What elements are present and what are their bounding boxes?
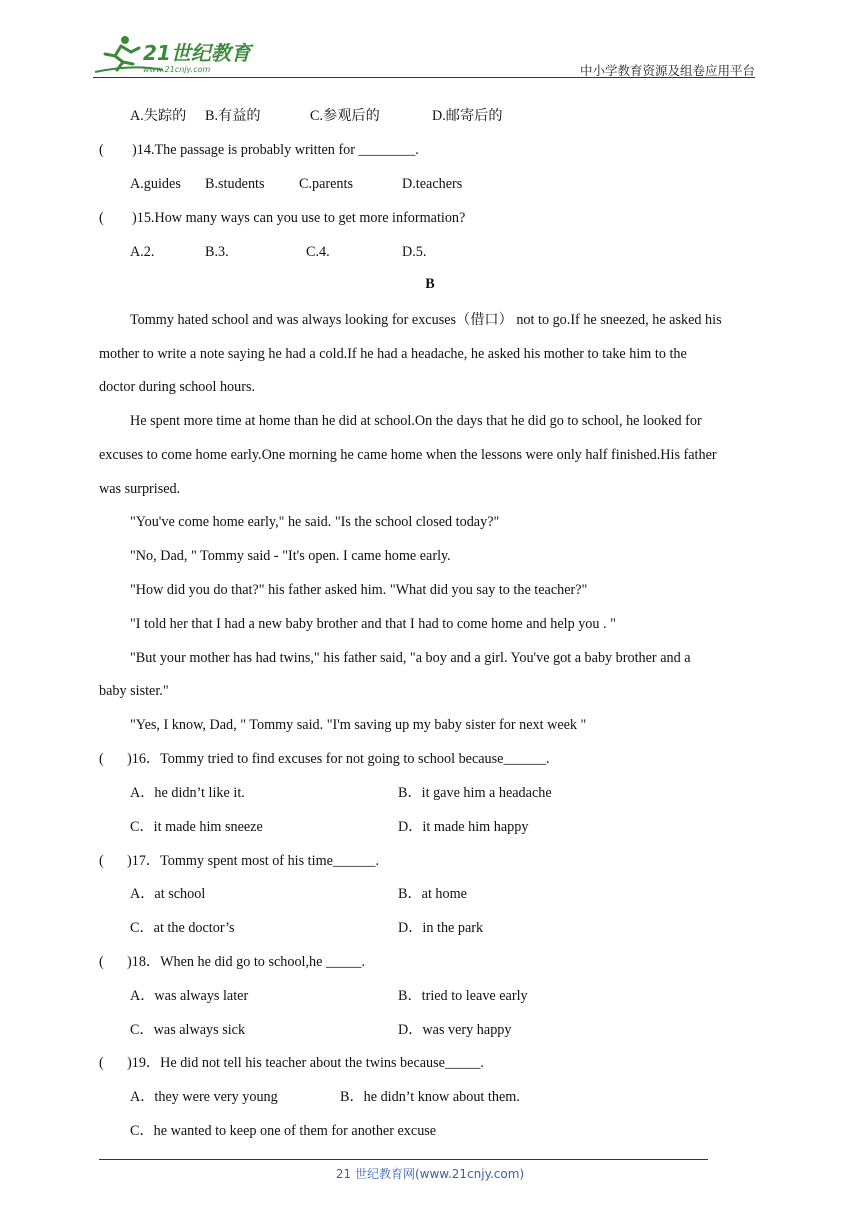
q16-bracket: (: [99, 751, 104, 767]
q16-question: )16．Tommy tried to find excuses for not going to school because______.: [127, 751, 550, 767]
q18-option-a: A．was always later: [130, 988, 249, 1004]
q18-option-d: D．was very happy: [398, 1022, 512, 1038]
footer-divider: [99, 1159, 708, 1160]
page-header: [0, 0, 860, 80]
q18-bracket: (: [99, 954, 104, 970]
q19-option-b: B．he didn’t know about them.: [340, 1089, 520, 1105]
q17-bracket: (: [99, 853, 104, 869]
header-divider: [93, 77, 755, 78]
q19-question: )19．He did not tell his teacher about the twins because_____.: [127, 1055, 484, 1071]
q17-option-d: D．in the park: [398, 920, 484, 936]
q15-bracket: (: [99, 210, 104, 226]
site-logo: [93, 34, 258, 76]
q14-question: )14.The passage is probably written for ________.: [132, 142, 419, 158]
svg-text:21世纪教育: 21世纪教育: [143, 41, 251, 65]
q15-question: )15.How many ways can you use to get more information?: [132, 210, 466, 226]
passage-line: "You've come home early," he said. "Is the school closed today?": [130, 514, 500, 530]
q16-option-d: D．it made him happy: [398, 819, 529, 835]
q16-option-a: A．he didn’t like it.: [130, 785, 245, 801]
q16-option-c: C．it made him sneeze: [130, 819, 263, 835]
platform-name: 中小学教育资源及组卷应用平台: [579, 63, 755, 78]
q17-option-b: B．at home: [398, 886, 467, 902]
q13-option-b: B.有益的: [205, 108, 261, 124]
passage-line: He spent more time at home than he did at school.On the days that he did go to school, he looked for: [130, 413, 702, 429]
q17-option-c: C．at the doctor’s: [130, 920, 235, 936]
passage-line: mother to write a note saying he had a cold.If he had a headache, he asked his mother to take him to the: [99, 346, 687, 362]
passage-line: "How did you do that?" his father asked him. "What did you say to the teacher?": [130, 582, 588, 598]
q18-option-b: B．tried to leave early: [398, 988, 528, 1004]
q14-option-a: A.guides: [130, 176, 181, 192]
q15-option-a: A.2.: [130, 244, 155, 260]
q15-option-b: B.3.: [205, 244, 229, 260]
passage-line: "I told her that I had a new baby brother and that I had to come home and help you . ": [130, 616, 616, 632]
q18-option-c: C．was always sick: [130, 1022, 246, 1038]
q17-option-a: A．at school: [130, 886, 206, 902]
q15-option-c: C.4.: [306, 244, 330, 260]
q16-option-b: B．it gave him a headache: [398, 785, 552, 801]
q19-option-a: A．they were very young: [130, 1089, 278, 1105]
q19-option-c: C．he wanted to keep one of them for another excuse: [130, 1123, 437, 1139]
q14-option-d: D.teachers: [402, 176, 463, 192]
passage-line: Tommy hated school and was always looking for excuses（借口） not to go.If he sneezed, he asked his: [130, 312, 722, 328]
q17-question: )17．Tommy spent most of his time______.: [127, 853, 380, 869]
q13-option-d: D.邮寄后的: [432, 108, 503, 124]
passage-line: baby sister.": [99, 683, 169, 699]
svg-text:www.21cnjy.com: www.21cnjy.com: [143, 65, 211, 74]
q14-bracket: (: [99, 142, 104, 158]
passage-line: "But your mother has had twins," his father said, "a boy and a girl. You've got a baby brother and a: [130, 650, 691, 666]
passage-line: excuses to come home early.One morning he came home when the lessons were only half finished.His father: [99, 447, 717, 463]
q14-option-b: B.students: [205, 176, 265, 192]
passage-line: "No, Dad, " Tommy said - "It's open. I came home early.: [130, 548, 451, 564]
q13-option-c: C.参观后的: [310, 108, 380, 124]
q14-option-c: C.parents: [299, 176, 353, 192]
section-title: B: [425, 276, 435, 292]
passage-line: doctor during school hours.: [99, 379, 256, 395]
q18-question: )18．When he did go to school,he _____.: [127, 954, 365, 970]
passage-line: was surprised.: [99, 481, 181, 497]
passage-line: "Yes, I know, Dad, " Tommy said. "I'm saving up my baby sister for next week ": [130, 717, 587, 733]
footer-link[interactable]: 21 世纪教育网(www.21cnjy.com): [335, 1167, 525, 1181]
q15-option-d: D.5.: [402, 244, 427, 260]
q13-option-a: A.失踪的: [130, 108, 187, 124]
q19-bracket: (: [99, 1055, 104, 1071]
